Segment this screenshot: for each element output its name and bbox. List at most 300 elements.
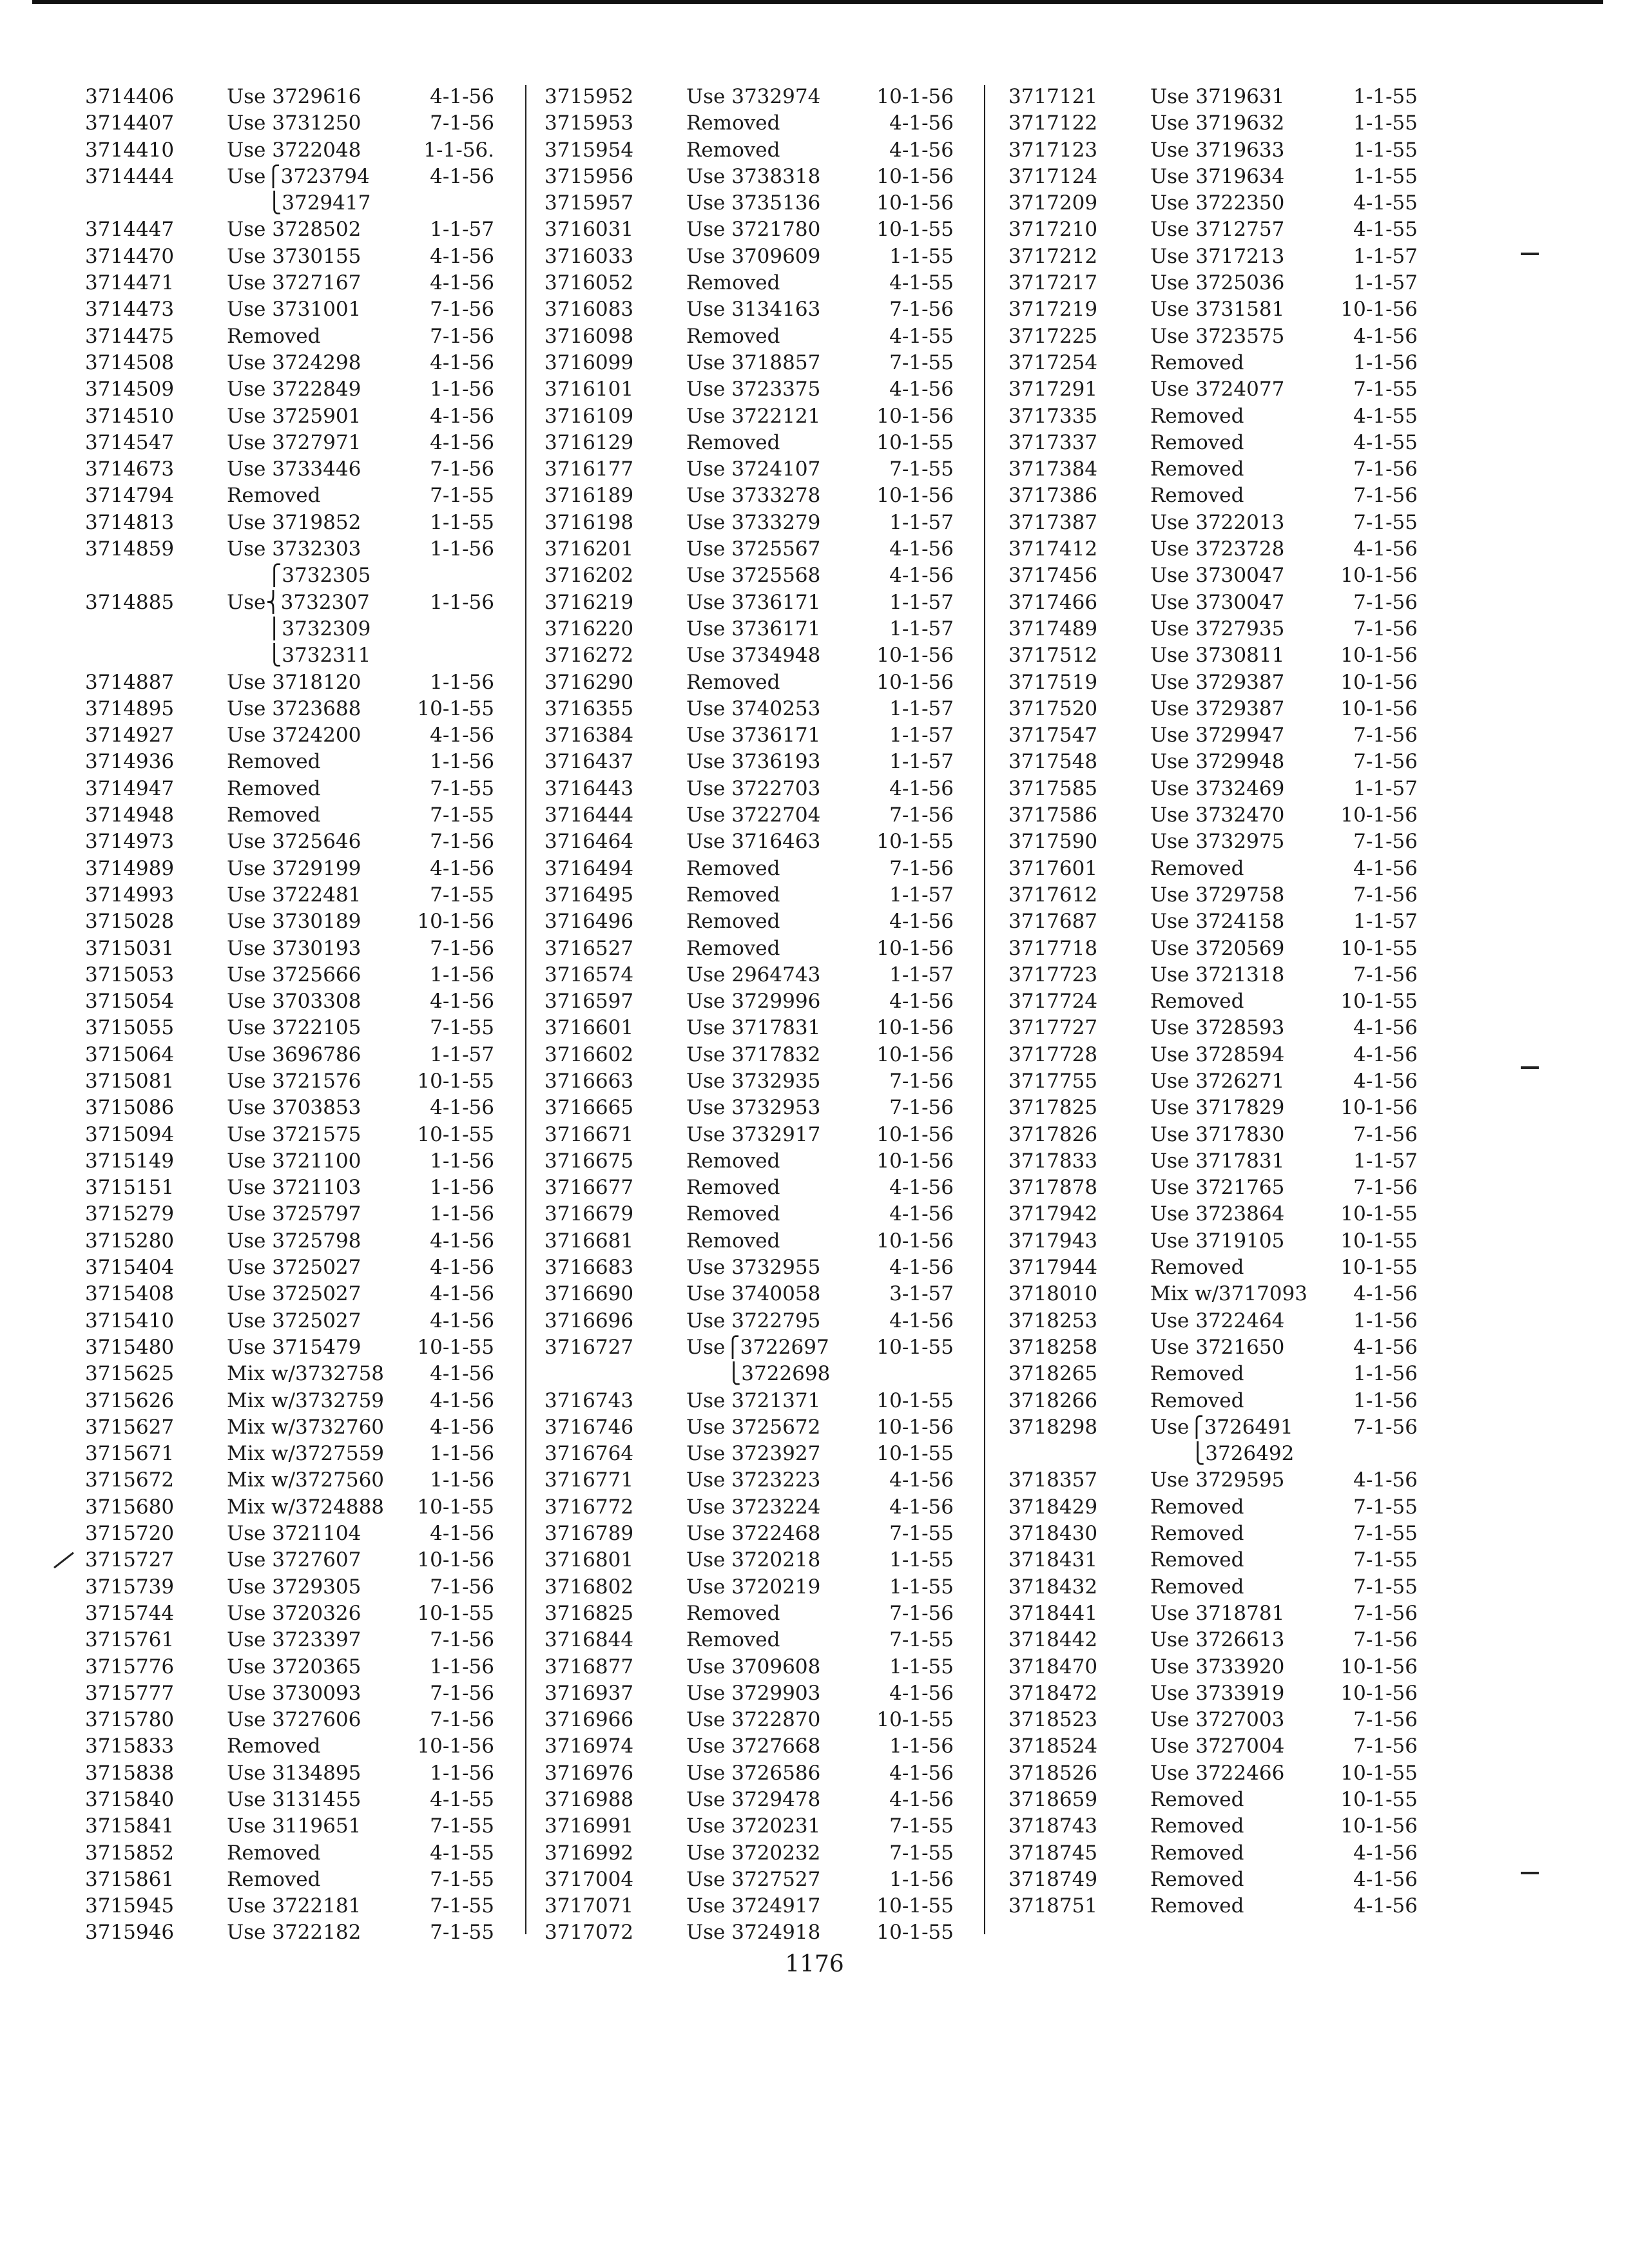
replacement-action: Use 3727935 — [1150, 617, 1285, 640]
part-number: 3717412 — [1008, 537, 1098, 561]
effective-date: 10-1-55 — [1340, 990, 1418, 1014]
effective-date: 7-1-56 — [1353, 830, 1418, 854]
part-number: 3717291 — [1008, 378, 1098, 401]
replacement-action: Removed — [1150, 1814, 1244, 1838]
part-number: 3716690 — [545, 1282, 634, 1306]
effective-date: 1-1-57 — [889, 883, 954, 907]
effective-date: 1-1-57 — [889, 617, 954, 640]
effective-date: 7-1-56 — [430, 1628, 494, 1652]
part-number: 3716602 — [545, 1043, 634, 1066]
replacement-action: Use 3729478 — [686, 1788, 821, 1811]
replacement-action: Use 3719852 — [227, 510, 361, 534]
effective-date: 7-1-56 — [1353, 617, 1418, 640]
effective-date: 10-1-55 — [417, 697, 494, 720]
part-number: 3716671 — [545, 1122, 634, 1146]
effective-date: 1-1-57 — [889, 590, 954, 614]
replacement-action: Use 3732975 — [1150, 830, 1285, 854]
part-number: 3716991 — [545, 1814, 634, 1838]
replacement-action: Use 3719631 — [1150, 85, 1285, 108]
replacement-action: Use 3119651 — [227, 1814, 361, 1838]
replacement-action: Removed — [686, 1176, 780, 1200]
replacement-action: Use 3724200 — [227, 724, 361, 747]
part-number: 3715280 — [85, 1229, 175, 1253]
part-number: 3716746 — [545, 1415, 634, 1439]
effective-date: 7-1-55 — [1353, 378, 1418, 401]
part-number: 3717123 — [1008, 138, 1098, 162]
effective-date: 1-1-56. — [423, 138, 494, 162]
replacement-action: Use 3709609 — [686, 244, 821, 268]
replacement-action: Use 3724917 — [686, 1894, 821, 1918]
replacement-action: Use 3722181 — [227, 1894, 361, 1918]
replacement-action: Use 3740253 — [686, 697, 821, 720]
effective-date: 1-1-57 — [889, 963, 954, 986]
part-number: 3716681 — [545, 1229, 634, 1253]
part-number: 3714509 — [85, 378, 175, 401]
effective-date: 7-1-55 — [889, 1841, 954, 1865]
part-number: 3716129 — [545, 430, 634, 454]
part-number: 3717337 — [1008, 430, 1098, 454]
part-number: 3718743 — [1008, 1814, 1098, 1838]
replacement-action: Use 3729595 — [1150, 1468, 1285, 1492]
replacement-action: Mix w/3727560 — [227, 1468, 385, 1492]
replacement-action: Use 3723575 — [1150, 324, 1285, 348]
replacement-action: Use 3718120 — [227, 670, 361, 694]
effective-date: 10-1-55 — [417, 1069, 494, 1093]
replacement-action: Use 3732935 — [686, 1069, 821, 1093]
replacement-action: Use 3730047 — [1150, 564, 1285, 588]
part-number: 3715404 — [85, 1256, 175, 1280]
replacement-action: Use 3726613 — [1150, 1628, 1285, 1652]
part-number: 3715627 — [85, 1415, 175, 1439]
effective-date: 7-1-56 — [1353, 1122, 1418, 1146]
effective-date: 4-1-55 — [889, 271, 954, 295]
replacement-action: Use 3719105 — [1150, 1229, 1285, 1253]
part-number: 3715777 — [85, 1681, 175, 1705]
replacement-action: Use 3727668 — [686, 1735, 821, 1758]
replacement-action: Use 3721780 — [686, 218, 821, 242]
effective-date: 7-1-55 — [1353, 1548, 1418, 1572]
effective-date: 10-1-55 — [417, 1122, 494, 1146]
effective-date: 10-1-55 — [1340, 1761, 1418, 1785]
replacement-action: Use 3134895 — [227, 1761, 361, 1785]
part-number: 3717210 — [1008, 218, 1098, 242]
part-number: 3715776 — [85, 1655, 175, 1678]
replacement-action: Use 3725027 — [227, 1256, 361, 1280]
effective-date: 4-1-55 — [430, 1788, 494, 1811]
part-number: 3714547 — [85, 430, 175, 454]
part-number: 3718523 — [1008, 1708, 1098, 1732]
part-number: 3715957 — [545, 191, 634, 215]
part-number: 3714444 — [85, 164, 175, 188]
replacement-action: Use 3721104 — [227, 1522, 361, 1546]
part-number: 3715727 — [85, 1548, 175, 1572]
effective-date: 10-1-56 — [876, 404, 954, 428]
replacement-action: Removed — [686, 883, 780, 907]
part-number: 3717212 — [1008, 244, 1098, 268]
effective-date: 7-1-55 — [889, 457, 954, 481]
part-number: 3718524 — [1008, 1735, 1098, 1758]
effective-date: 10-1-56 — [1340, 803, 1418, 827]
replacement-action: Use 3727167 — [227, 271, 361, 295]
effective-date: 10-1-55 — [876, 1335, 954, 1359]
replacement-action: Use 3723688 — [227, 697, 361, 720]
replacement-action: Use 3709608 — [686, 1655, 821, 1678]
effective-date: 4-1-56 — [889, 1495, 954, 1519]
part-number: 3717384 — [1008, 457, 1098, 481]
effective-date: 7-1-55 — [430, 1921, 494, 1945]
replacement-action: Use 3738318 — [686, 164, 821, 188]
replacement-action: Removed — [1150, 1788, 1244, 1811]
part-number: 3714885 — [85, 590, 175, 614]
part-number: 3715946 — [85, 1921, 175, 1945]
effective-date: 1-1-57 — [430, 218, 494, 242]
part-number: 3717387 — [1008, 510, 1098, 534]
replacement-action: Use 3718781 — [1150, 1601, 1285, 1625]
replacement-action: Use 3729305 — [227, 1575, 361, 1599]
replacement-action: Use 3720219 — [686, 1575, 821, 1599]
part-number: 3718442 — [1008, 1628, 1098, 1652]
replacement-action: Removed — [686, 1229, 780, 1253]
replacement-action: Use 3721318 — [1150, 963, 1285, 986]
replacement-action: Use 3729948 — [1150, 750, 1285, 774]
part-number: 3715672 — [85, 1468, 175, 1492]
part-number: 3716665 — [545, 1096, 634, 1120]
replacement-action: Use 3730189 — [227, 910, 361, 934]
replacement-action: Removed — [227, 484, 321, 508]
replacement-action: ⎩3729417 — [227, 191, 371, 215]
effective-date: 10-1-55 — [876, 1921, 954, 1945]
replacement-action: Use 3725798 — [227, 1229, 361, 1253]
part-number: 3716495 — [545, 883, 634, 907]
effective-date: 7-1-56 — [430, 830, 494, 854]
replacement-action: Removed — [1150, 1894, 1244, 1918]
part-number: 3714508 — [85, 351, 175, 374]
effective-date: 10-1-55 — [1340, 936, 1418, 960]
part-number: 3716177 — [545, 457, 634, 481]
replacement-action: Removed — [686, 1202, 780, 1226]
replacement-action: Removed — [1150, 1256, 1244, 1280]
part-number: 3715053 — [85, 963, 175, 986]
effective-date: 7-1-55 — [430, 1814, 494, 1838]
replacement-action: Use 3732917 — [686, 1122, 821, 1146]
part-number: 3715028 — [85, 910, 175, 934]
part-number: 3716679 — [545, 1202, 634, 1226]
replacement-action: Removed — [227, 324, 321, 348]
part-number: 3716574 — [545, 963, 634, 986]
effective-date: 1-1-56 — [1353, 1309, 1418, 1332]
part-number: 3717071 — [545, 1894, 634, 1918]
effective-date: 7-1-55 — [430, 883, 494, 907]
replacement-action: Use 3722013 — [1150, 510, 1285, 534]
effective-date: 7-1-56 — [889, 856, 954, 880]
effective-date: 10-1-56 — [417, 1548, 494, 1572]
replacement-action: Use 3732955 — [686, 1256, 821, 1280]
replacement-action: Use 3721371 — [686, 1389, 821, 1412]
replacement-action: Use 3716463 — [686, 830, 821, 854]
replacement-action: ⎧3732305 — [227, 564, 371, 588]
part-number: 3714927 — [85, 724, 175, 747]
part-number: 3716789 — [545, 1522, 634, 1546]
replacement-action: Removed — [686, 271, 780, 295]
replacement-action: Use 3717832 — [686, 1043, 821, 1066]
replacement-action: Use 3134163 — [686, 298, 821, 322]
replacement-action: Removed — [227, 1867, 321, 1891]
replacement-action: Use 3729616 — [227, 85, 361, 108]
part-number: 3716444 — [545, 803, 634, 827]
effective-date: 1-1-55 — [889, 244, 954, 268]
part-number: 3718258 — [1008, 1335, 1098, 1359]
replacement-action: Use 3717830 — [1150, 1122, 1285, 1146]
part-number: 3716355 — [545, 697, 634, 720]
part-number: 3716384 — [545, 724, 634, 747]
effective-date: 7-1-55 — [1353, 1522, 1418, 1546]
effective-date: 1-1-57 — [1353, 1149, 1418, 1173]
replacement-action: Use 3727606 — [227, 1708, 361, 1732]
effective-date: 7-1-56 — [889, 1096, 954, 1120]
effective-date: 7-1-55 — [889, 1814, 954, 1838]
part-number: 3716844 — [545, 1628, 634, 1652]
part-number: 3715720 — [85, 1522, 175, 1546]
replacement-action: Use 3722182 — [227, 1921, 361, 1945]
replacement-action: Use 3733446 — [227, 457, 361, 481]
part-number: 3715744 — [85, 1601, 175, 1625]
replacement-action: Use 3717213 — [1150, 244, 1285, 268]
replacement-action: Mix w/3724888 — [227, 1495, 385, 1519]
part-number: 3717547 — [1008, 724, 1098, 747]
part-number: 3716976 — [545, 1761, 634, 1785]
top-rule — [32, 0, 1603, 4]
effective-date: 1-1-56 — [430, 590, 494, 614]
effective-date: 1-1-55 — [1353, 138, 1418, 162]
effective-date: 4-1-56 — [889, 564, 954, 588]
effective-date: 4-1-56 — [889, 111, 954, 135]
effective-date: 7-1-56 — [430, 324, 494, 348]
effective-date: 4-1-56 — [430, 404, 494, 428]
effective-date: 1-1-55 — [889, 1548, 954, 1572]
replacement-action: Removed — [1150, 1522, 1244, 1546]
effective-date: 10-1-56 — [876, 484, 954, 508]
part-number: 3717520 — [1008, 697, 1098, 720]
replacement-action: Use 3719633 — [1150, 138, 1285, 162]
part-number: 3716527 — [545, 936, 634, 960]
part-number: 3717072 — [545, 1921, 634, 1945]
effective-date: 4-1-56 — [1353, 1335, 1418, 1359]
effective-date: 4-1-56 — [430, 1256, 494, 1280]
part-number: 3715408 — [85, 1282, 175, 1306]
page-number: 1176 — [785, 1951, 844, 1977]
part-number: 3714475 — [85, 324, 175, 348]
replacement-action: Use 3733919 — [1150, 1681, 1285, 1705]
replacement-action: Use 3724077 — [1150, 378, 1285, 401]
part-number: 3717825 — [1008, 1096, 1098, 1120]
replacement-action: Use 3729199 — [227, 856, 361, 880]
replacement-action: Use 3131455 — [227, 1788, 361, 1811]
effective-date: 10-1-56 — [417, 910, 494, 934]
part-number: 3715739 — [85, 1575, 175, 1599]
effective-date: 10-1-56 — [876, 85, 954, 108]
effective-date: 10-1-55 — [417, 1335, 494, 1359]
replacement-action: Use 3721650 — [1150, 1335, 1285, 1359]
part-number: 3715761 — [85, 1628, 175, 1652]
part-number: 3717878 — [1008, 1176, 1098, 1200]
effective-date: 10-1-56 — [876, 1016, 954, 1040]
part-number: 3715780 — [85, 1708, 175, 1732]
part-number: 3714973 — [85, 830, 175, 854]
effective-date: 1-1-56 — [1353, 1389, 1418, 1412]
part-number: 3716443 — [545, 776, 634, 800]
replacement-action: ⎩3722698 — [686, 1362, 831, 1386]
replacement-action: ⎪3732309 — [227, 617, 371, 640]
part-number: 3715094 — [85, 1122, 175, 1146]
replacement-action: Use 3736171 — [686, 590, 821, 614]
replacement-action: Removed — [1150, 484, 1244, 508]
part-number: 3716937 — [545, 1681, 634, 1705]
replacement-action: Use 3725027 — [227, 1282, 361, 1306]
part-number: 3714936 — [85, 750, 175, 774]
part-number: 3715279 — [85, 1202, 175, 1226]
effective-date: 4-1-56 — [430, 990, 494, 1014]
effective-date: 7-1-56 — [1353, 457, 1418, 481]
replacement-action: Use 3732953 — [686, 1096, 821, 1120]
effective-date: 10-1-56 — [876, 1149, 954, 1173]
part-number: 3717755 — [1008, 1069, 1098, 1093]
effective-date: 7-1-56 — [1353, 590, 1418, 614]
effective-date: 7-1-55 — [430, 1016, 494, 1040]
effective-date: 7-1-56 — [430, 457, 494, 481]
replacement-action: Use 3727607 — [227, 1548, 361, 1572]
replacement-action: Use 3720365 — [227, 1655, 361, 1678]
part-number: 3715151 — [85, 1176, 175, 1200]
effective-date: 7-1-56 — [889, 803, 954, 827]
effective-date: 1-1-55 — [889, 1655, 954, 1678]
effective-date: 1-1-56 — [430, 1202, 494, 1226]
part-number: 3717519 — [1008, 670, 1098, 694]
effective-date: 10-1-55 — [876, 218, 954, 242]
effective-date: 4-1-56 — [430, 1229, 494, 1253]
part-number: 3717585 — [1008, 776, 1098, 800]
replacement-action: Removed — [227, 776, 321, 800]
replacement-action: Use 3722870 — [686, 1708, 821, 1732]
part-number: 3714407 — [85, 111, 175, 135]
part-number: 3714895 — [85, 697, 175, 720]
part-number: 3714993 — [85, 883, 175, 907]
part-number: 3716496 — [545, 910, 634, 934]
replacement-action: Use 3722703 — [686, 776, 821, 800]
part-number: 3715149 — [85, 1149, 175, 1173]
part-number: 3715953 — [545, 111, 634, 135]
replacement-action: Use 3721576 — [227, 1069, 361, 1093]
part-number: 3718010 — [1008, 1282, 1098, 1306]
effective-date: 1-1-57 — [889, 724, 954, 747]
part-number: 3714510 — [85, 404, 175, 428]
effective-date: 4-1-56 — [430, 1282, 494, 1306]
replacement-action: Use 3722481 — [227, 883, 361, 907]
replacement-action: Use 3729387 — [1150, 697, 1285, 720]
effective-date: 1-1-56 — [1353, 351, 1418, 374]
effective-date: 10-1-55 — [876, 830, 954, 854]
replacement-action: Removed — [227, 803, 321, 827]
replacement-action: Use 3730093 — [227, 1681, 361, 1705]
effective-date: 4-1-56 — [1353, 1894, 1418, 1918]
part-number: 3717942 — [1008, 1202, 1098, 1226]
replacement-action: Use 3725567 — [686, 537, 821, 561]
part-number: 3716801 — [545, 1548, 634, 1572]
effective-date: 4-1-56 — [889, 1468, 954, 1492]
part-number: 3715838 — [85, 1761, 175, 1785]
part-number: 3717612 — [1008, 883, 1098, 907]
replacement-action: Use 3696786 — [227, 1043, 361, 1066]
replacement-action: Mix w/3732760 — [227, 1415, 385, 1439]
replacement-action: Use 3733279 — [686, 510, 821, 534]
effective-date: 7-1-56 — [1353, 1176, 1418, 1200]
part-number: 3717586 — [1008, 803, 1098, 827]
effective-date: 10-1-55 — [1340, 1202, 1418, 1226]
replacement-action: Use 3736193 — [686, 750, 821, 774]
effective-date: 4-1-56 — [1353, 1468, 1418, 1492]
part-number: 3715064 — [85, 1043, 175, 1066]
part-number: 3717489 — [1008, 617, 1098, 640]
part-number: 3716677 — [545, 1176, 634, 1200]
replacement-action: Use 3727527 — [686, 1867, 821, 1891]
part-number: 3715625 — [85, 1362, 175, 1386]
effective-date: 4-1-56 — [430, 430, 494, 454]
part-number: 3717209 — [1008, 191, 1098, 215]
part-number: 3716109 — [545, 404, 634, 428]
part-number: 3718431 — [1008, 1548, 1098, 1572]
effective-date: 1-1-55 — [1353, 85, 1418, 108]
replacement-action: Removed — [1150, 351, 1244, 374]
part-number: 3716437 — [545, 750, 634, 774]
part-number: 3718298 — [1008, 1415, 1098, 1439]
part-number: 3714406 — [85, 85, 175, 108]
part-number: 3716772 — [545, 1495, 634, 1519]
effective-date: 7-1-56 — [1353, 1628, 1418, 1652]
replacement-action: Use 3729903 — [686, 1681, 821, 1705]
part-number: 3714473 — [85, 298, 175, 322]
replacement-action: Use 3731001 — [227, 298, 361, 322]
part-number: 3717217 — [1008, 271, 1098, 295]
effective-date: 1-1-56 — [430, 1442, 494, 1466]
replacement-action: Use 3730811 — [1150, 644, 1285, 668]
effective-date: 7-1-56 — [430, 1708, 494, 1732]
part-number: 3718430 — [1008, 1522, 1098, 1546]
part-number: 3718253 — [1008, 1309, 1098, 1332]
effective-date: 4-1-56 — [1353, 324, 1418, 348]
effective-date: 10-1-55 — [417, 1495, 494, 1519]
replacement-action: Use 3725901 — [227, 404, 361, 428]
part-number: 3714410 — [85, 138, 175, 162]
replacement-action: Mix w/3727559 — [227, 1442, 385, 1466]
replacement-action: Use 3727003 — [1150, 1708, 1285, 1732]
effective-date: 4-1-56 — [430, 1522, 494, 1546]
part-number: 3717512 — [1008, 644, 1098, 668]
part-number: 3717718 — [1008, 936, 1098, 960]
replacement-action: Use 3727004 — [1150, 1735, 1285, 1758]
part-number: 3714447 — [85, 218, 175, 242]
replacement-action: Use 3732470 — [1150, 803, 1285, 827]
replacement-action: Use 3712757 — [1150, 218, 1285, 242]
replacement-action: Removed — [686, 430, 780, 454]
replacement-action: Removed — [1150, 1389, 1244, 1412]
replacement-action: Use⎨3732307 — [227, 590, 370, 614]
effective-date: 4-1-56 — [889, 1256, 954, 1280]
effective-date: 10-1-56 — [1340, 1096, 1418, 1120]
margin-tick-mark — [1521, 1872, 1539, 1874]
effective-date: 10-1-56 — [1340, 1655, 1418, 1678]
replacement-action: Use 3723728 — [1150, 537, 1285, 561]
effective-date: 4-1-55 — [1353, 218, 1418, 242]
part-number: 3717004 — [545, 1867, 634, 1891]
